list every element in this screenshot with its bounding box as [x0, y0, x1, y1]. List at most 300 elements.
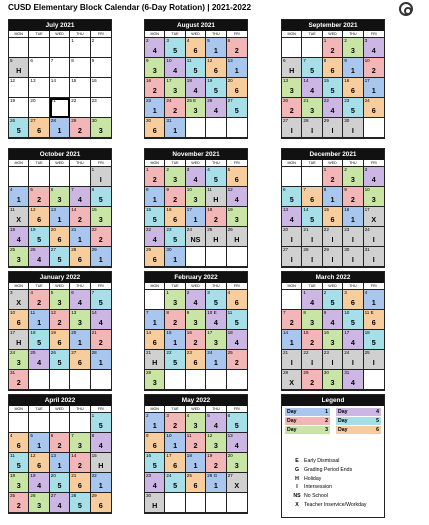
rotation-day: H: [16, 66, 22, 75]
day-cell: [227, 187, 247, 207]
rotation-day: I: [290, 358, 293, 367]
day-cell: [145, 98, 165, 118]
rotation-day: 3: [213, 441, 218, 450]
weekday-label: THU: [206, 283, 226, 290]
date-number: 11: [30, 310, 36, 315]
date-number: 24: [166, 98, 172, 103]
day-cell: [50, 433, 70, 453]
rotation-day: 4: [350, 338, 355, 347]
date-number: 28: [303, 118, 309, 123]
rotation-day: 5: [213, 175, 218, 184]
day-grid: [145, 413, 247, 513]
rotation-day: 3: [16, 358, 21, 367]
rotation-day: 3: [193, 195, 198, 204]
date-number: 4: [227, 290, 231, 295]
date-number: 29: [91, 493, 97, 498]
weekday-label: FRI: [97, 32, 104, 36]
month-title: November 2021: [145, 149, 247, 160]
date-number: 4: [10, 433, 13, 438]
day-cell: [343, 118, 363, 138]
day-cell: [186, 58, 206, 78]
rotation-day: 3: [16, 481, 21, 490]
rotation-day: 3: [98, 215, 103, 224]
day-cell: [50, 370, 70, 390]
day-cell: [145, 207, 165, 227]
rotation-day: 4: [16, 235, 21, 244]
date-number: 26: [227, 227, 233, 232]
rotation-day: 2: [57, 318, 62, 327]
date-number: 12: [50, 310, 56, 315]
day-cell: [165, 247, 185, 267]
day-cell: [9, 227, 29, 247]
day-cell: [70, 58, 90, 78]
rotation-day: I: [331, 235, 334, 244]
day-cell: [145, 350, 165, 370]
date-number: 3: [166, 413, 169, 418]
weekday-label: TUE: [29, 406, 49, 413]
date-number: 5: [10, 58, 13, 63]
weekday-label: TUE: [165, 283, 185, 290]
rotation-day: 2: [193, 338, 198, 347]
weekday-label: THU: [343, 160, 363, 167]
legend-day-value: 4: [376, 409, 379, 415]
day-cell: [323, 310, 343, 330]
weekday-label: THU: [70, 160, 90, 167]
rotation-day: 4: [193, 86, 198, 95]
date-number: 8: [91, 433, 95, 438]
date-number: 22: [71, 98, 77, 103]
date-number: 30: [146, 493, 152, 498]
day-cell: [302, 290, 322, 310]
date-number: 31: [364, 247, 370, 252]
day-cell: [186, 473, 206, 493]
weekday-label: MON: [9, 31, 29, 38]
day-cell: [29, 350, 49, 370]
date-number: 28: [283, 370, 289, 375]
day-cell: [29, 493, 49, 513]
date-number: 4: [364, 290, 368, 295]
day-grid: [9, 38, 111, 138]
rotation-day: 5: [193, 66, 198, 75]
date-number: 9: [146, 433, 149, 438]
date-number: 9: [91, 58, 95, 63]
day-cell: [227, 330, 247, 350]
day-cell: [91, 350, 111, 370]
day-cell: [282, 187, 302, 207]
date-number: 22: [91, 227, 97, 232]
rotation-day: H: [234, 235, 240, 244]
day-cell: [323, 247, 343, 267]
rotation-day: I: [331, 358, 334, 367]
date-number: 6: [50, 433, 54, 438]
month-calendar: [8, 271, 112, 391]
day-cell: [186, 167, 206, 187]
rotation-day: 6: [193, 46, 198, 55]
date-number: 23: [344, 227, 350, 232]
weekday-label: FRI: [233, 161, 240, 165]
day-cell: [145, 330, 165, 350]
date-number: 28: [303, 247, 309, 252]
date-number: 2: [344, 167, 347, 172]
rotation-day: 3: [173, 86, 178, 95]
day-cell: [70, 433, 90, 453]
day-cell: [206, 98, 226, 118]
date-number: 6: [71, 290, 74, 295]
rotation-day: X: [16, 298, 22, 307]
legend-day-label: Day: [287, 409, 297, 415]
day-cell: [323, 118, 343, 138]
date-number: 10: [10, 310, 16, 315]
day-cell: [70, 453, 90, 473]
date-number: 15: [146, 207, 152, 212]
rotation-day: I: [290, 255, 293, 264]
date-number: 18: [10, 473, 16, 478]
date-number: 18: [186, 78, 192, 83]
date-number: 2: [91, 38, 95, 43]
weekday-label: WED: [50, 31, 70, 38]
rotation-day: 4: [310, 298, 315, 307]
weekday-label: WED: [186, 406, 206, 413]
day-cell: [343, 98, 363, 118]
day-cell: [29, 227, 49, 247]
day-cell: [302, 227, 322, 247]
rotation-day: 1: [77, 338, 82, 347]
day-cell: [165, 167, 185, 187]
weekday-header: [9, 31, 111, 38]
date-number: 5: [30, 433, 33, 438]
day-cell: [165, 78, 185, 98]
date-number: 23: [146, 98, 152, 103]
rotation-day: 4: [371, 175, 376, 184]
day-cell: [186, 290, 206, 310]
day-cell: [165, 493, 185, 513]
day-cell: [227, 207, 247, 227]
rotation-day: 1: [330, 195, 335, 204]
legend-day-label: Day: [287, 427, 297, 433]
date-number: 4: [30, 290, 33, 295]
day-cell: [145, 413, 165, 433]
day-cell: [145, 453, 165, 473]
day-cell: [91, 38, 111, 58]
rotation-day: 2: [213, 461, 218, 470]
date-number: 22: [146, 227, 152, 232]
rotation-day: 1: [98, 358, 103, 367]
date-number: 1: [71, 38, 74, 43]
date-number: 13: [227, 58, 233, 63]
day-cell: [165, 330, 185, 350]
weekday-label: MON: [282, 283, 302, 290]
date-number: 31: [344, 370, 350, 375]
day-cell: [91, 453, 111, 473]
rotation-day: I: [311, 235, 314, 244]
rotation-day: NS: [190, 235, 201, 244]
rotation-day: 3: [173, 298, 178, 307]
date-number: 14: [283, 330, 289, 335]
day-cell: [50, 290, 70, 310]
day-cell: [282, 310, 302, 330]
rotation-day: 6: [234, 175, 239, 184]
day-cell: [302, 187, 322, 207]
rotation-day: 3: [152, 66, 157, 75]
weekday-label: WED: [186, 160, 206, 167]
date-number: 3: [186, 167, 190, 172]
day-cell: [29, 207, 49, 227]
legend-code: [290, 466, 382, 475]
legend-code: [290, 475, 382, 484]
rotation-day: 5: [371, 338, 376, 347]
day-cell: [9, 247, 29, 267]
day-cell: [343, 38, 363, 58]
day-cell: [343, 247, 363, 267]
date-number: 31: [10, 370, 16, 375]
day-cell: [364, 167, 384, 187]
weekday-label: FRI: [370, 284, 377, 288]
rotation-day: 2: [310, 378, 315, 387]
date-number: 16: [146, 453, 152, 458]
weekday-label: FRI: [97, 161, 104, 165]
date-number: 29: [303, 370, 309, 375]
day-cell: [29, 413, 49, 433]
rotation-day: 4: [213, 318, 218, 327]
rotation-day: 6: [77, 255, 82, 264]
day-cell: [50, 473, 70, 493]
date-number: 13: [283, 78, 289, 83]
weekday-label: TUE: [165, 406, 185, 413]
weekday-label: MON: [282, 31, 302, 38]
rotation-day: 3: [371, 195, 376, 204]
weekday-label: THU: [343, 283, 363, 290]
day-cell: [91, 58, 111, 78]
rotation-day: 6: [310, 195, 315, 204]
day-cell: [91, 330, 111, 350]
date-number: 27: [50, 493, 56, 498]
month-title: September 2021: [282, 20, 384, 31]
date-number: 9: [323, 310, 327, 315]
day-cell: [302, 78, 322, 98]
date-number: 5: [50, 290, 54, 295]
legend-code-text: Intersession: [304, 484, 332, 491]
legend-code: [290, 483, 382, 492]
rotation-day: 2: [98, 338, 103, 347]
day-cell: [70, 78, 90, 98]
rotation-day: 2: [77, 215, 82, 224]
legend-day: [336, 417, 381, 425]
day-cell: [282, 167, 302, 187]
date-number: 20: [71, 330, 77, 335]
date-number: 17: [166, 78, 172, 83]
day-cell: [165, 473, 185, 493]
rotation-day: 3: [77, 441, 82, 450]
date-number: 29: [91, 247, 97, 252]
day-cell: [29, 330, 49, 350]
rotation-day: 3: [152, 378, 157, 387]
day-cell: [323, 207, 343, 227]
date-number: 18: [30, 330, 36, 335]
date-number: 13: [283, 207, 289, 212]
legend-day-label: Day: [338, 427, 348, 433]
day-cell: [227, 473, 247, 493]
date-number: 8: [323, 58, 327, 63]
date-number: 5: [227, 167, 231, 172]
rotation-day: 3: [234, 461, 239, 470]
rotation-day: 4: [152, 46, 157, 55]
date-number: 21: [146, 350, 152, 355]
day-cell: [29, 98, 49, 118]
day-cell: [145, 227, 165, 247]
rotation-day: 1: [152, 318, 157, 327]
date-number: 10 E: [207, 310, 217, 315]
date-number: 20: [50, 473, 56, 478]
date-number: 29: [71, 118, 77, 123]
date-number: 22: [323, 227, 329, 232]
date-number: 18: [364, 330, 370, 335]
rotation-day: 6: [152, 255, 157, 264]
rotation-day: 6: [37, 215, 42, 224]
rotation-day: 5: [310, 66, 315, 75]
rotation-day: 6: [193, 481, 198, 490]
rotation-day: H: [289, 66, 295, 75]
day-cell: [29, 473, 49, 493]
weekday-label: WED: [323, 31, 343, 38]
month-title: January 2022: [9, 272, 111, 283]
date-number: 7: [146, 310, 149, 315]
date-number: 2: [166, 167, 169, 172]
rotation-day: 3: [193, 421, 198, 430]
day-cell: [9, 98, 29, 118]
rotation-day: H: [16, 338, 22, 347]
day-cell: [50, 330, 70, 350]
day-cell: [50, 58, 70, 78]
day-cell: [364, 370, 384, 390]
rotation-day: H: [213, 195, 219, 204]
rotation-day: 1: [37, 441, 42, 450]
month-calendar: [144, 19, 248, 139]
weekday-label: MON: [282, 160, 302, 167]
weekday-label: MON: [9, 283, 29, 290]
day-cell: [70, 310, 90, 330]
day-cell: [323, 98, 343, 118]
date-number: 17: [344, 330, 350, 335]
date-number: 1: [91, 167, 95, 172]
day-cell: [282, 227, 302, 247]
day-cell: [29, 58, 49, 78]
day-cell: [9, 350, 29, 370]
date-number: 25: [10, 493, 16, 498]
day-cell: [364, 310, 384, 330]
day-cell: [227, 350, 247, 370]
date-number: 27: [30, 118, 36, 123]
day-cell: [302, 310, 322, 330]
day-cell: [282, 38, 302, 58]
legend-day-label: Day: [287, 418, 297, 424]
day-cell: [206, 167, 226, 187]
weekday-label: FRI: [233, 407, 240, 411]
weekday-label: WED: [186, 283, 206, 290]
weekday-label: MON: [145, 283, 165, 290]
rotation-day: 1: [193, 461, 198, 470]
day-cell: [206, 187, 226, 207]
date-number: 26: [30, 247, 36, 252]
day-cell: [186, 38, 206, 58]
day-cell: [9, 290, 29, 310]
day-cell: [206, 38, 226, 58]
day-cell: [364, 247, 384, 267]
day-cell: [50, 38, 70, 58]
day-cell: [282, 350, 302, 370]
rotation-day: 4: [213, 421, 218, 430]
date-number: 11: [10, 453, 15, 458]
date-number: 1: [91, 413, 95, 418]
month-title: July 2021: [9, 20, 111, 31]
day-cell: [165, 290, 185, 310]
month-calendar: [8, 394, 112, 514]
rotation-day: I: [351, 126, 354, 135]
month-title: May 2022: [145, 395, 247, 406]
rotation-day: 3: [16, 255, 21, 264]
day-cell: [29, 247, 49, 267]
rotation-day: 2: [77, 461, 82, 470]
date-number: 6: [227, 413, 231, 418]
day-cell: [227, 167, 247, 187]
weekday-label: MON: [145, 406, 165, 413]
day-cell: [70, 247, 90, 267]
date-number: 24: [10, 350, 16, 355]
weekday-label: TUE: [302, 160, 322, 167]
weekday-label: TUE: [29, 31, 49, 38]
legend-code-letter: X: [295, 501, 299, 508]
day-cell: [227, 310, 247, 330]
day-cell: [364, 207, 384, 227]
day-cell: [186, 350, 206, 370]
weekday-header: [145, 283, 247, 290]
date-number: 2: [323, 290, 327, 295]
rotation-day: 2: [234, 358, 239, 367]
date-number: 21: [71, 473, 77, 478]
day-cell: [91, 473, 111, 493]
day-cell: [364, 290, 384, 310]
day-cell: [165, 58, 185, 78]
weekday-label: MON: [145, 31, 165, 38]
day-cell: [343, 370, 363, 390]
date-number: 3: [207, 290, 210, 295]
date-number: 6: [30, 58, 33, 63]
rotation-day: 4: [152, 235, 157, 244]
date-number: 3: [364, 38, 368, 43]
rotation-day: 4: [98, 441, 103, 450]
date-number: 17: [207, 330, 213, 335]
day-cell: [206, 290, 226, 310]
day-cell: [302, 247, 322, 267]
day-cell: [227, 118, 247, 138]
day-cell: [145, 433, 165, 453]
legend-codes: [290, 457, 382, 510]
date-number: 28: [146, 370, 152, 375]
rotation-day: 4: [289, 215, 294, 224]
date-number: 14: [146, 330, 152, 335]
day-cell: [91, 413, 111, 433]
day-cell: [323, 227, 343, 247]
date-number: 15: [166, 330, 172, 335]
day-cell: [29, 118, 49, 138]
weekday-label: THU: [70, 406, 90, 413]
date-number: 10: [186, 187, 192, 192]
date-number: 23: [344, 98, 350, 103]
weekday-header: [9, 406, 111, 413]
rotation-day: 5: [57, 481, 62, 490]
day-cell: [227, 413, 247, 433]
rotation-day: 1: [350, 215, 355, 224]
rotation-day: 3: [330, 378, 335, 387]
